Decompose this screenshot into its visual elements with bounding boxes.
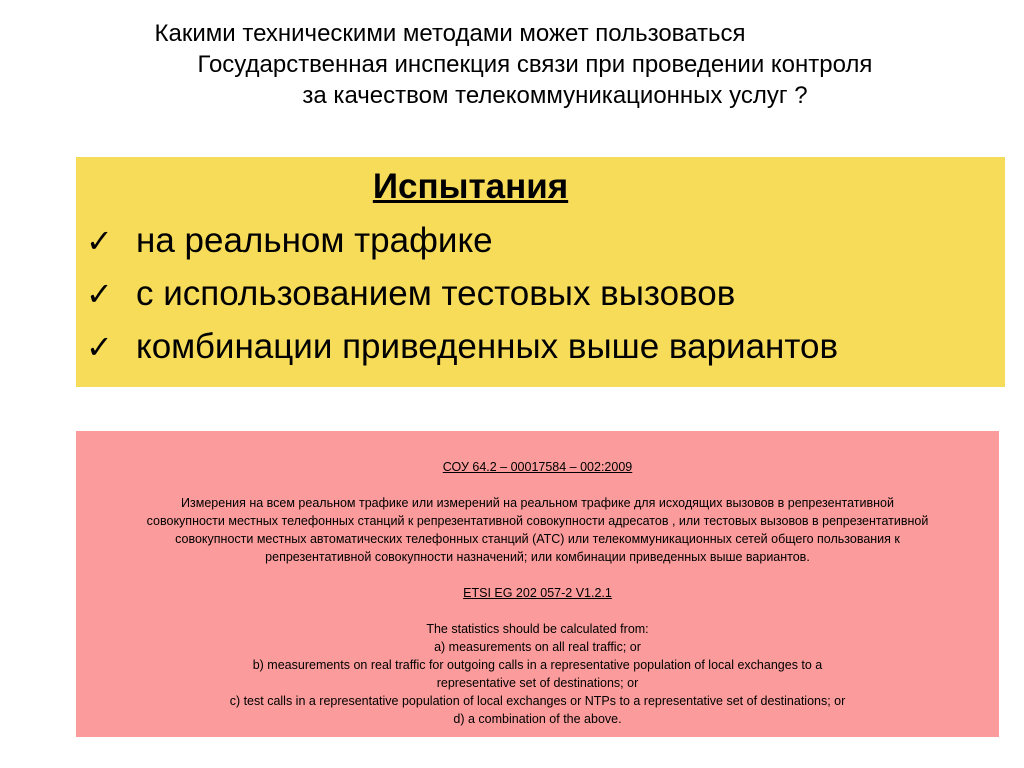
tests-list xyxy=(86,214,838,373)
standards-text xyxy=(76,458,999,728)
sou-text-line: репрезентативной совокупности назначений; или комбинации приведенных выше вариантов. xyxy=(265,550,810,564)
check-icon: ✓ xyxy=(86,327,113,366)
etsi-text-line: c) test calls in a representative population of local exchanges or NTPs to a representative set of destinations; or xyxy=(229,694,846,708)
tests-box xyxy=(76,157,1005,387)
check-icon: ✓ xyxy=(86,221,113,260)
title-line: за качеством телекоммуникационных услуг ? xyxy=(302,82,808,109)
sou-text-line: Измерения на всем реальном трафике или измерений на реальном трафике для исходящих вызовов в репрезентативной xyxy=(181,496,894,510)
standards-box xyxy=(76,431,999,737)
etsi-standard-title: ETSI EG 202 057-2 V1.2.1 xyxy=(463,586,612,600)
etsi-text-line: a) measurements on all real traffic; or xyxy=(434,640,641,654)
sou-text-line: совокупности местных телефонных станций к репрезентативной совокупности адресатов , или тестовых вызовов в репрезентативной xyxy=(146,514,929,528)
etsi-text-line: b) measurements on real traffic for outgoing calls in a representative population of local exchanges to a xyxy=(252,658,823,672)
etsi-text-line: The statistics should be calculated from: xyxy=(426,622,649,636)
list-item xyxy=(86,214,838,267)
list-item-label: комбинации приведенных выше вариантов xyxy=(136,326,839,366)
slide-title xyxy=(120,18,920,111)
sou-standard-title: СОУ 64.2 – 00017584 – 002:2009 xyxy=(442,460,633,474)
sou-text-line: совокупности местных автоматических телефонных станций (АТС) или телекоммуникационных сетей общего пользования к xyxy=(175,532,900,546)
etsi-text-line: d) a combination of the above. xyxy=(453,712,622,726)
title-line: Государственная инспекция связи при проведении контроля xyxy=(197,51,873,78)
list-item xyxy=(86,267,838,320)
check-icon: ✓ xyxy=(86,274,113,313)
etsi-text-line: representative set of destinations; or xyxy=(436,676,639,690)
list-item-label: с использованием тестовых вызовов xyxy=(136,273,736,313)
list-item-label: на реальном трафике xyxy=(136,220,493,260)
title-line: Какими техническими методами может пользоваться xyxy=(154,20,746,47)
list-item xyxy=(86,320,838,373)
tests-heading: Испытания xyxy=(372,167,569,206)
